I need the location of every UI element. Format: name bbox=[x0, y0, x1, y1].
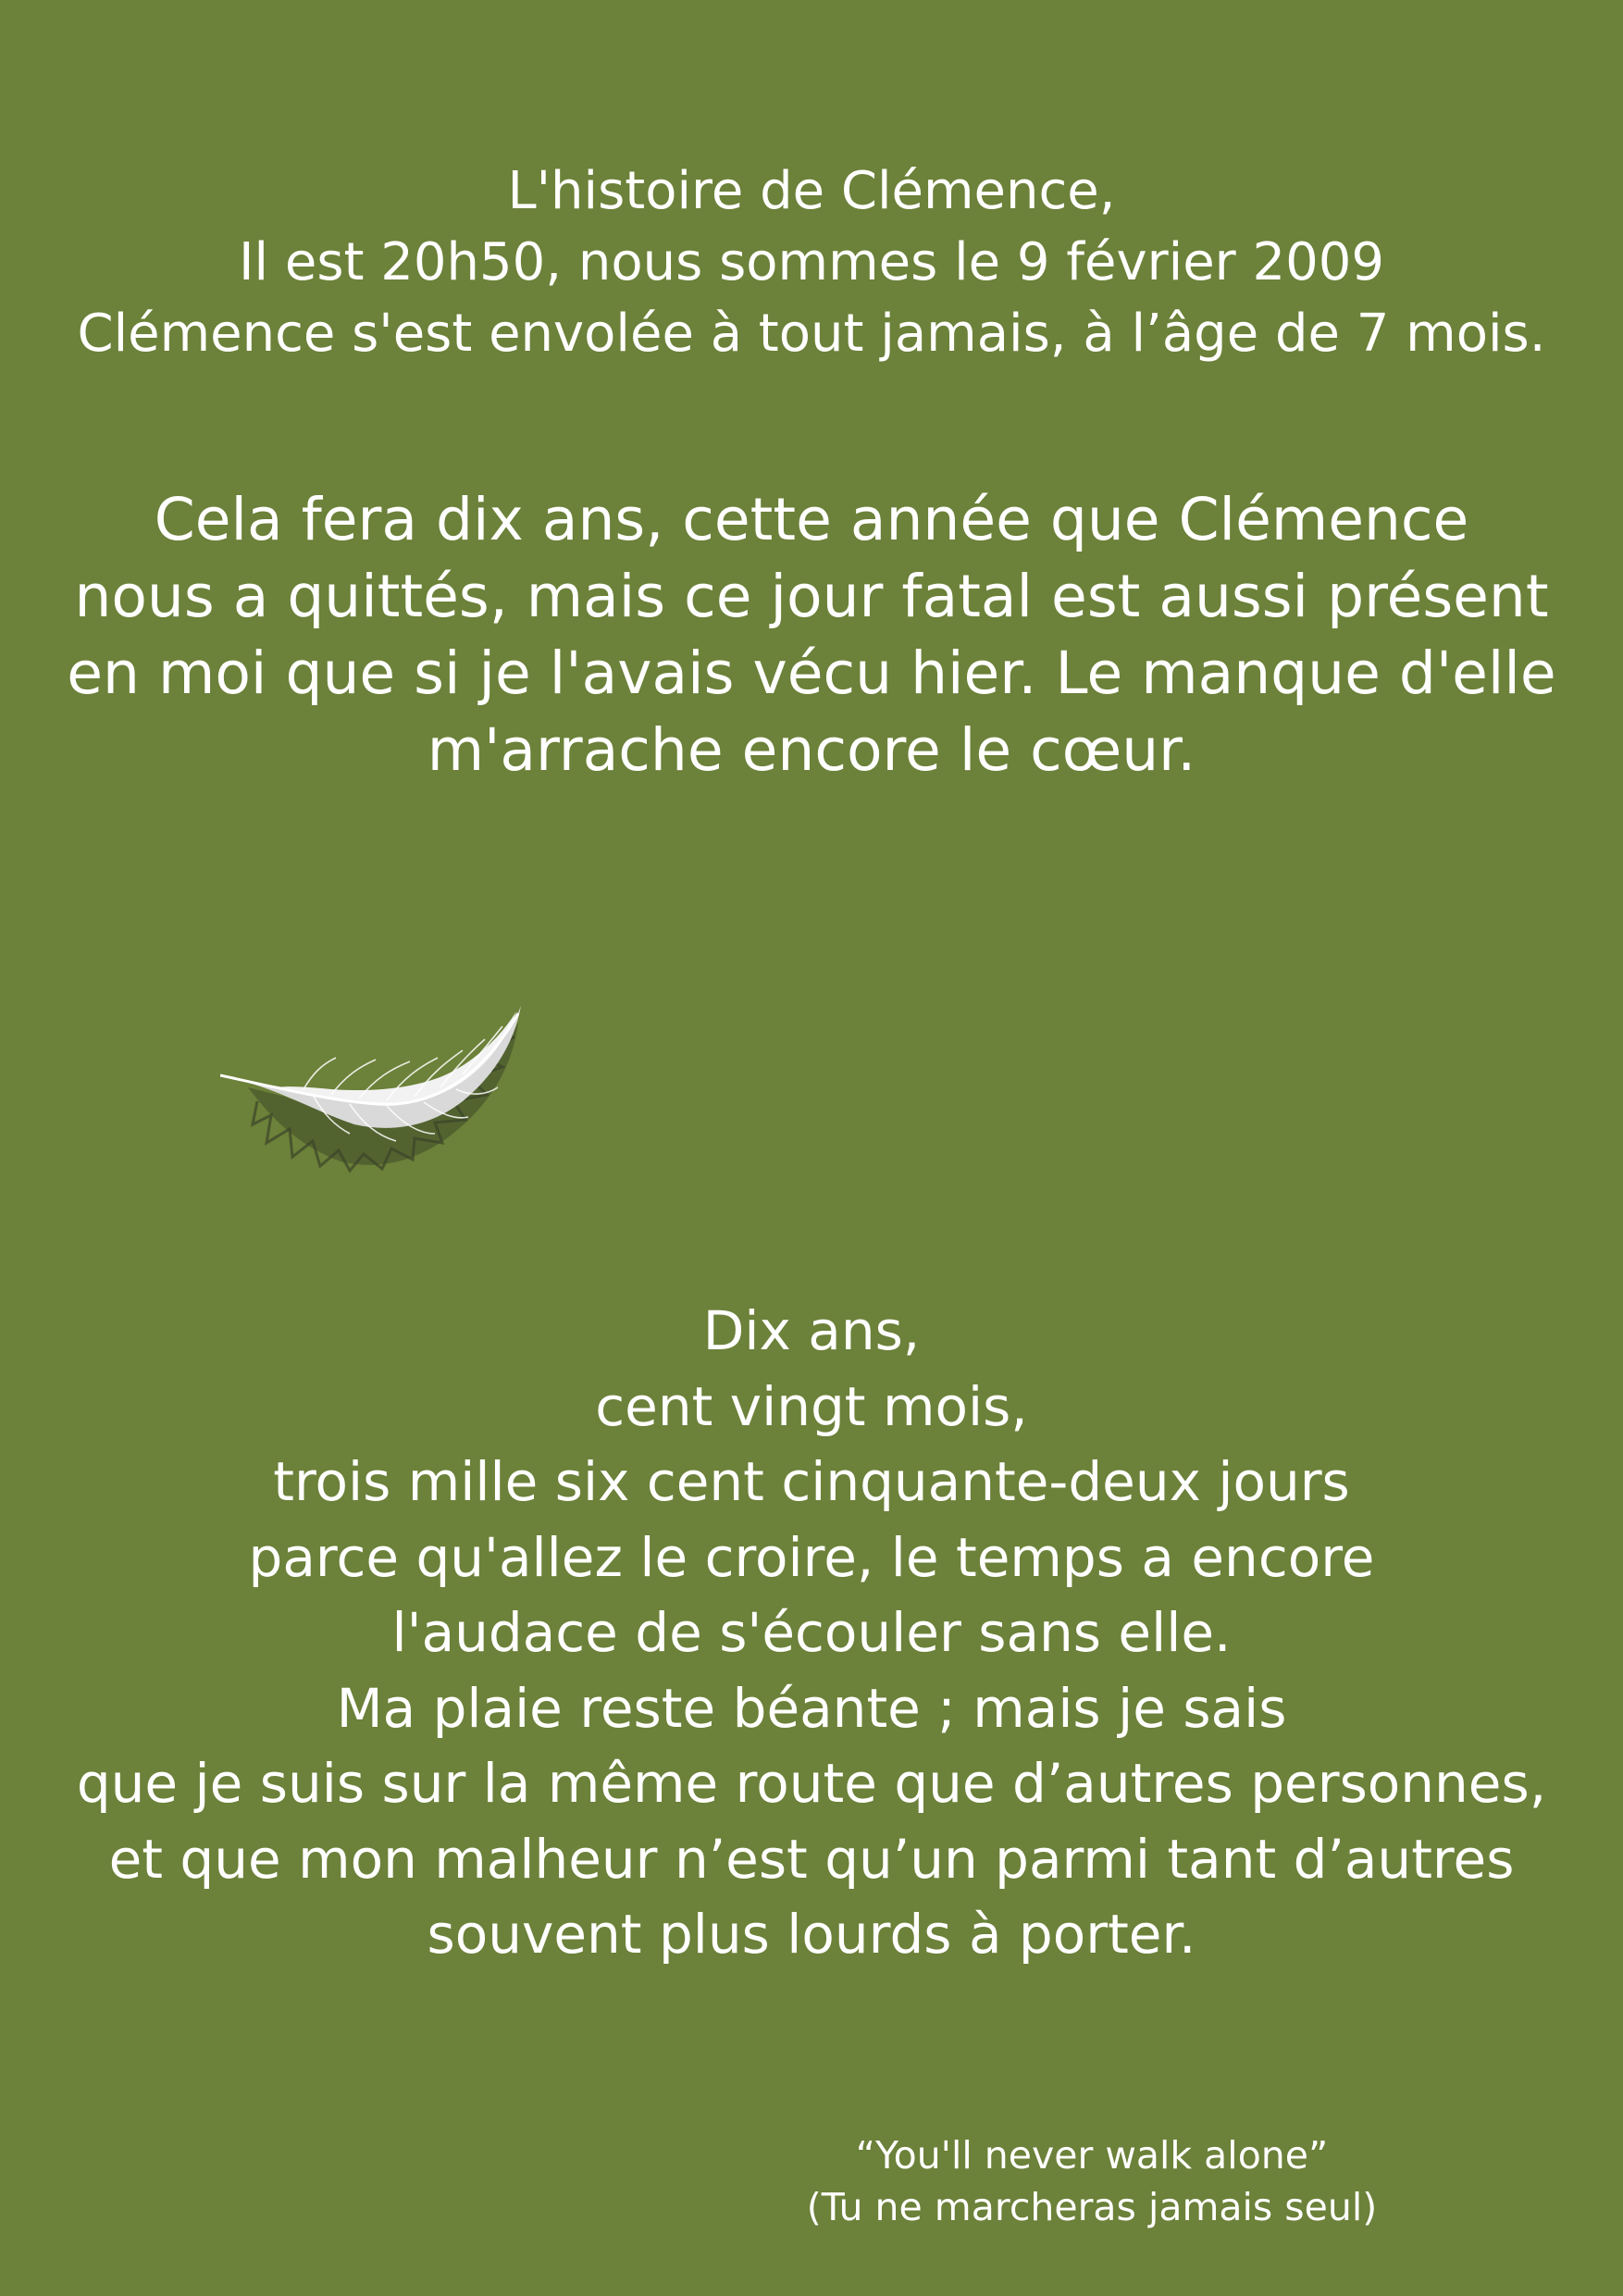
poem-line: Ma plaie reste béante ; mais je sais bbox=[336, 1676, 1287, 1740]
paragraph-line: m'arrache encore le cœur. bbox=[427, 716, 1196, 784]
paragraph-ten-years bbox=[0, 481, 1623, 788]
feather-icon bbox=[220, 986, 526, 1175]
poem-line: souvent plus lourds à porter. bbox=[427, 1903, 1196, 1966]
poem-line: et que mon malheur n’est qu’un parmi tant d’autres bbox=[108, 1827, 1515, 1891]
intro-text bbox=[0, 155, 1623, 369]
poem-line: l'audace de s'écouler sans elle. bbox=[391, 1601, 1232, 1664]
age-line: Clémence s'est envolée à tout jamais, à l’âge de 7 mois. bbox=[77, 304, 1546, 364]
paragraph-line: Cela fera dix ans, cette année que Clémence bbox=[154, 486, 1469, 553]
poem-line: Dix ans, bbox=[702, 1299, 921, 1362]
poem-line: parce qu'allez le croire, le temps a encore bbox=[248, 1525, 1375, 1589]
quote-french: (Tu ne marcheras jamais seul) bbox=[806, 2185, 1378, 2229]
quote-english: “You'll never walk alone” bbox=[855, 2133, 1329, 2178]
poem-line: cent vingt mois, bbox=[595, 1374, 1028, 1438]
paragraph-line: nous a quittés, mais ce jour fatal est aussi présent bbox=[74, 563, 1549, 630]
poem-text bbox=[0, 1294, 1623, 1973]
title-line: L'histoire de Clémence, bbox=[507, 161, 1116, 221]
date-line: Il est 20h50, nous sommes le 9 février 2009 bbox=[239, 232, 1384, 292]
closing-quote bbox=[712, 2129, 1471, 2233]
paragraph-line: en moi que si je l'avais vécu hier. Le manque d'elle bbox=[67, 639, 1556, 707]
poem-line: trois mille six cent cinquante-deux jours bbox=[273, 1450, 1350, 1513]
poem-line: que je suis sur la même route que d’autres personnes, bbox=[76, 1752, 1547, 1815]
